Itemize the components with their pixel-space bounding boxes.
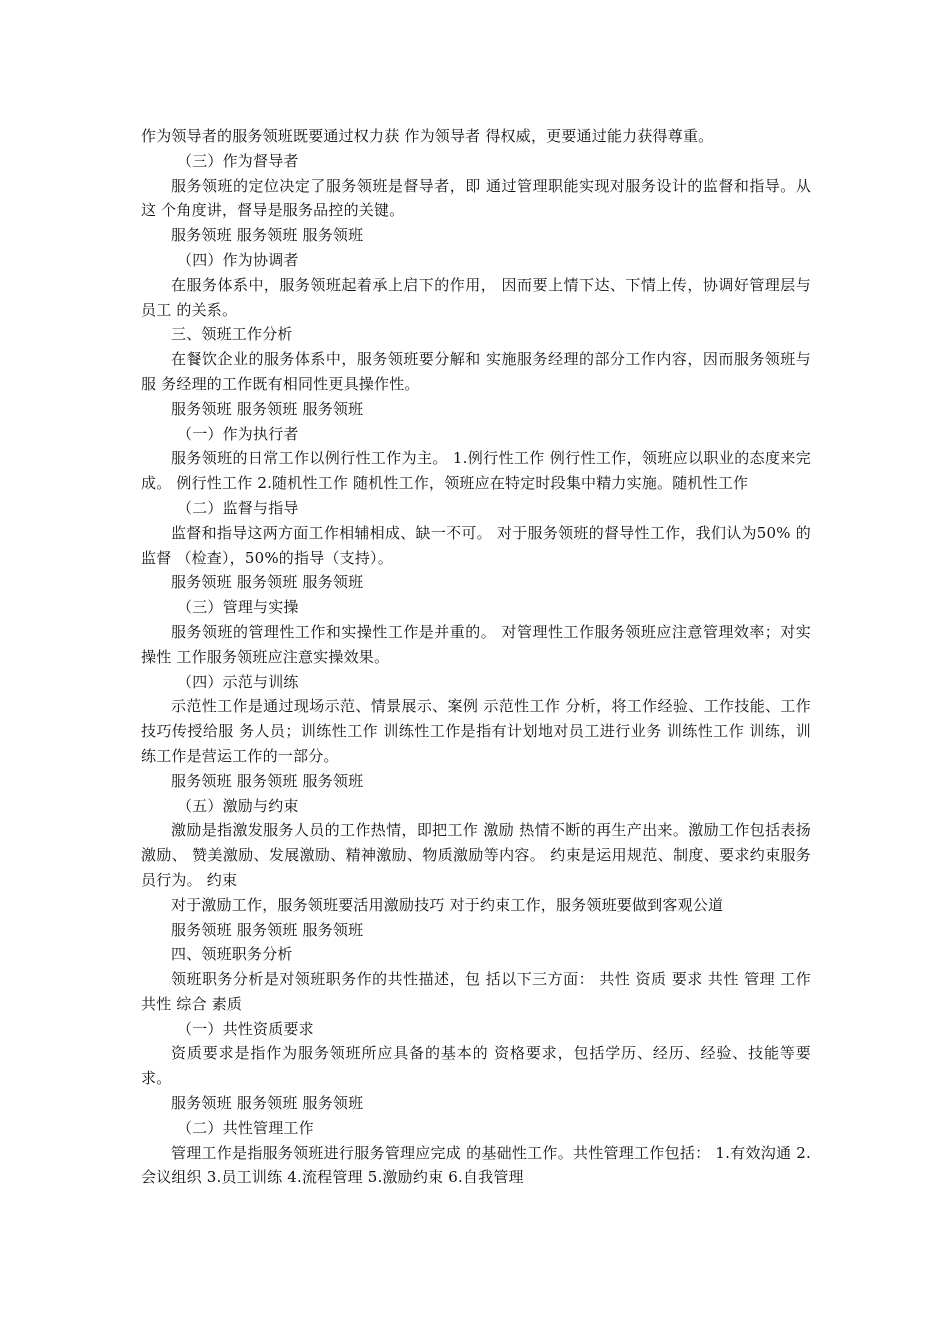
heading-management-practice: （三）管理与实操 — [177, 598, 299, 617]
figure-caption: 服务领班 服务领班 服务领班 — [171, 226, 364, 245]
heading-executor: （一）作为执行者 — [177, 424, 299, 443]
heading-incentive-constraint: （五）激励与约束 — [177, 796, 299, 815]
section-heading-work-analysis: 三、领班工作分析 — [171, 325, 293, 344]
paragraph-qualification: 资质要求是指作为服务领班所应具备的基本的 资格要求，包括学历、经历、经验、技能等要求。 — [141, 1044, 811, 1088]
paragraph-incentive-constraint-2: 对于激励工作，服务领班要活用激励技巧 对于约束工作，服务领班要做到客观公道 — [171, 895, 724, 914]
paragraph-incentive-constraint: 激励是指激发服务人员的工作热情，即把工作 激励 热情不断的再生产出来。激励工作包括表扬激励、 赞美激励、发展激励、精神激励、物质激励等内容。 约束是运用规范、制度、要求约束服务员行为。 约束 — [141, 821, 811, 889]
figure-caption: 服务领班 服务领班 服务领班 — [171, 399, 364, 418]
heading-demonstration-training: （四）示范与训练 — [177, 672, 299, 691]
figure-caption: 服务领班 服务领班 服务领班 — [171, 1094, 364, 1113]
paragraph-common-management: 管理工作是指服务领班进行服务管理应完成 的基础性工作。共性管理工作包括： 1.有效沟通 2.会议组织 3.员工训练 4.流程管理 5.激励约束 6.自我管理 — [141, 1143, 811, 1187]
paragraph-coordinator: 在服务体系中，服务领班起着承上启下的作用， 因而要上情下达、下情上传，协调好管理层与员工 的关系。 — [141, 275, 811, 319]
paragraph-management-practice: 服务领班的管理性工作和实操性工作是并重的。 对管理性工作服务领班应注意管理效率；对实操性 工作服务领班应注意实操效果。 — [141, 622, 811, 666]
document-body — [141, 124, 811, 1190]
paragraph-work-analysis: 在餐饮企业的服务体系中，服务领班要分解和 实施服务经理的部分工作内容，因而服务领班与服 务经理的工作既有相同性更具操作性。 — [141, 350, 811, 393]
heading-supervisor: （三）作为督导者 — [177, 151, 299, 170]
figure-caption: 服务领班 服务领班 服务领班 — [171, 573, 364, 592]
paragraph-supervisor: 服务领班的定位决定了服务领班是督导者，即 通过管理职能实现对服务设计的监督和指导。从这 个角度讲，督导是服务品控的关键。 — [141, 176, 811, 220]
paragraph-position-analysis: 领班职务分析是对领班职务作的共性描述，包 括以下三方面： 共性 资质 要求 共性 管理 工作 共性 综合 素质 — [141, 970, 811, 1013]
heading-coordinator: （四）作为协调者 — [177, 250, 299, 269]
heading-supervision-guidance: （二）监督与指导 — [177, 498, 299, 517]
paragraph-supervision-guidance: 监督和指导这两方面工作相辅相成、缺一不可。 对于服务领班的督导性工作，我们认为50% 的监督 （检查），50%的指导（支持）。 — [141, 523, 811, 567]
heading-common-management: （二）共性管理工作 — [177, 1118, 314, 1137]
paragraph-leader-authority: 作为领导者的服务领班既要通过权力获 作为领导者 得权威，更要通过能力获得尊重。 — [141, 127, 714, 145]
figure-caption: 服务领班 服务领班 服务领班 — [171, 920, 364, 939]
paragraph-executor: 服务领班的日常工作以例行性工作为主。 1.例行性工作 例行性工作，领班应以职业的态度来完成。 例行性工作 2.随机性工作 随机性工作，领班应在特定时段集中精力实施。随机性工作 — [141, 449, 811, 493]
figure-caption: 服务领班 服务领班 服务领班 — [171, 771, 364, 790]
section-heading-position-analysis: 四、领班职务分析 — [171, 945, 293, 964]
heading-qualification: （一）共性资质要求 — [177, 1019, 314, 1038]
paragraph-demonstration-training: 示范性工作是通过现场示范、情景展示、案例 示范性工作 分析，将工作经验、工作技能、工作技巧传授给服 务人员；训练性工作 训练性工作是指有计划地对员工进行业务 训练性工作 训练，训练工作是营运工作的一部分。 — [141, 697, 811, 765]
